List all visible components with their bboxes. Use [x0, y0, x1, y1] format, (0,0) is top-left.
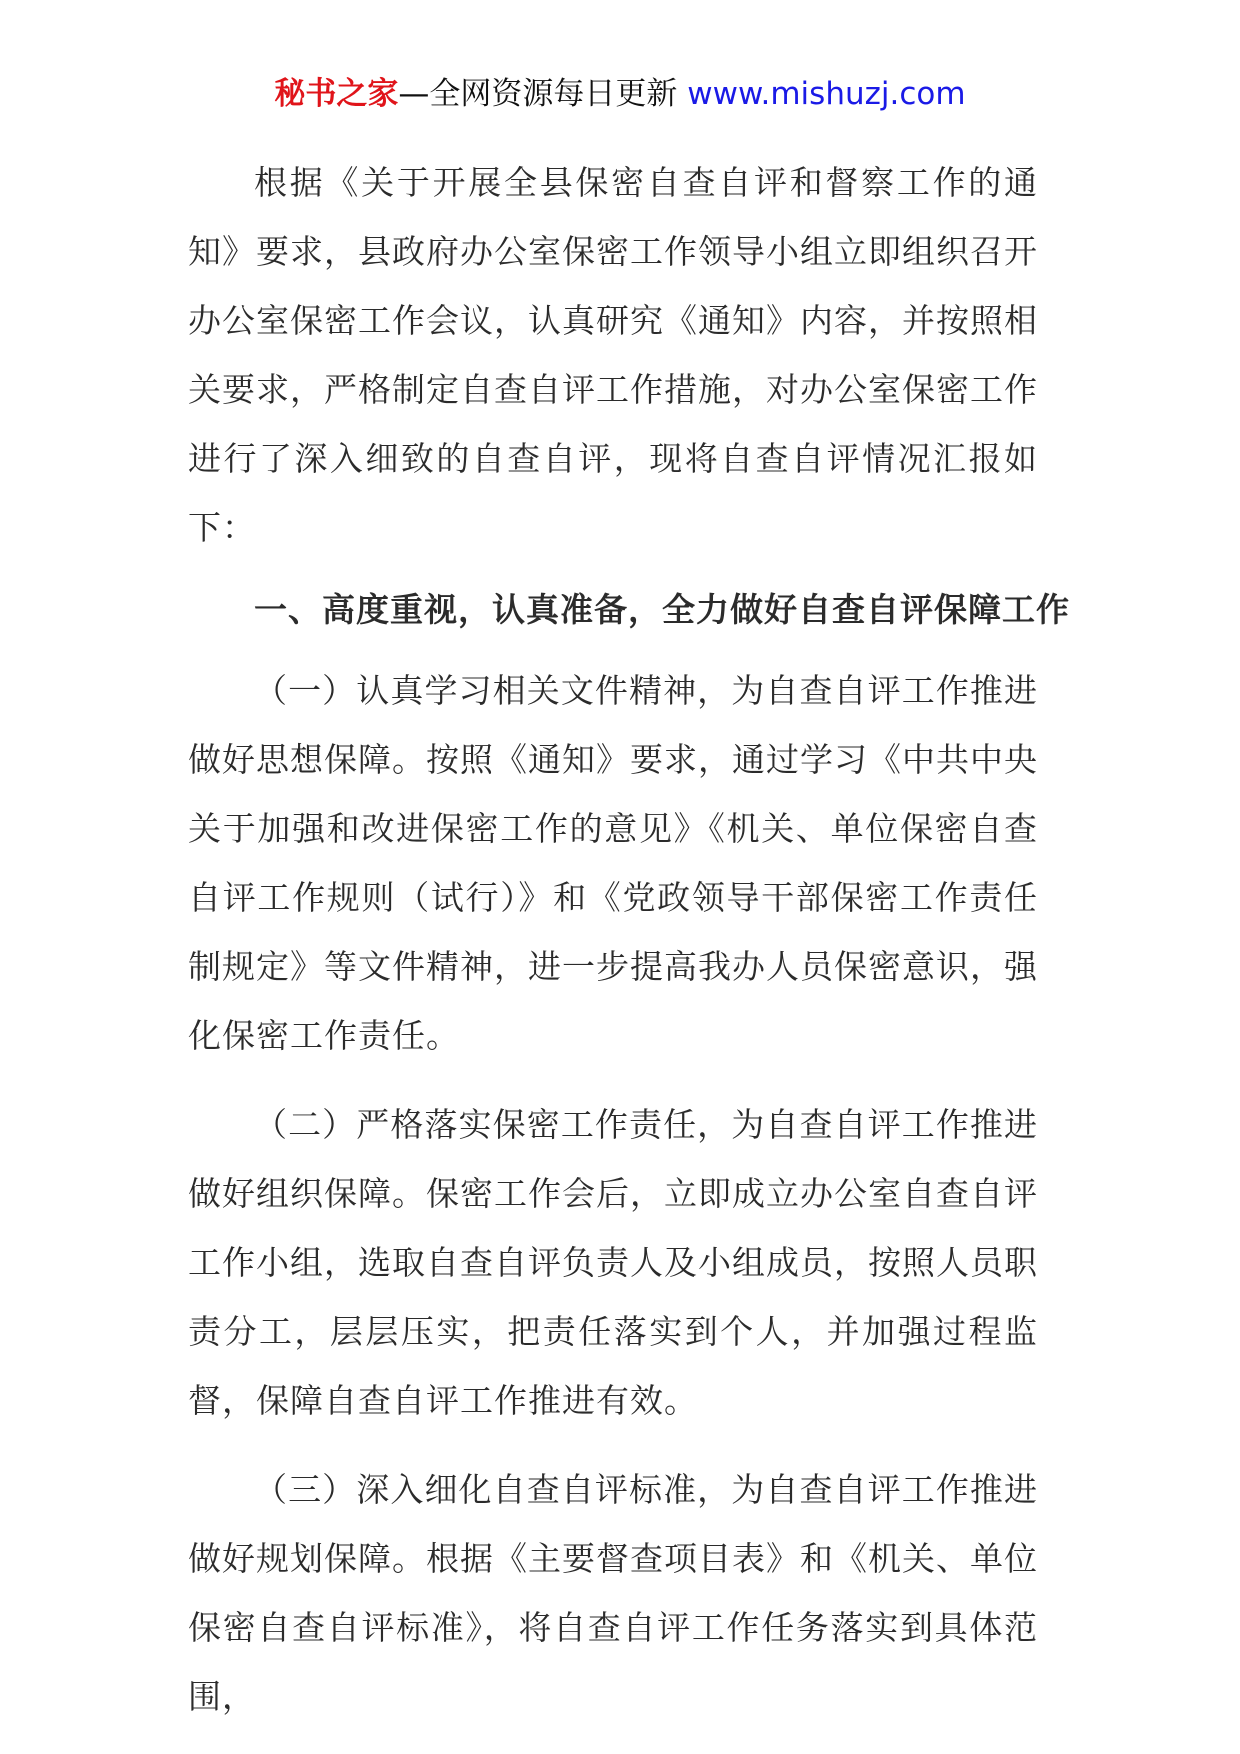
brand-name: 秘书之家: [274, 76, 399, 112]
paragraph-item-1: （一）认真学习相关文件精神，为自查自评工作推进做好思想保障。按照《通知》要求，通过学习《中共中央关于加强和改进保密工作的意见》《机关、单位保密自查自评工作规则（试行）》和《党政领导干部保密工作责任制规定》等文件精神，进一步提高我办人员保密意识，强化保密工作责任。: [188, 671, 1038, 1055]
website-link[interactable]: www.mishuzj.com: [687, 76, 966, 112]
header-tagline: —全网资源每日更新: [398, 76, 678, 112]
document-body: [188, 148, 1070, 1731]
page-header: [0, 72, 1240, 116]
paragraph-item-2: （二）严格落实保密工作责任，为自查自评工作推进做好组织保障。保密工作会后，立即成立办公室自查自评工作小组，选取自查自评负责人及小组成员，按照人员职责分工，层层压实，把责任落实到个人，并加强过程监督，保障自查自评工作推进有效。: [188, 1105, 1038, 1420]
intro-paragraph: 根据《关于开展全县保密自查自评和督察工作的通知》要求，县政府办公室保密工作领导小组立即组织召开办公室保密工作会议，认真研究《通知》内容，并按照相关要求，严格制定自查自评工作措施，对办公室保密工作进行了深入细致的自查自评，现将自查自评情况汇报如下：: [188, 163, 1038, 547]
section-heading: 一、高度重视，认真准备，全力做好自查自评保障工作: [254, 590, 1070, 629]
paragraph-item-3: （三）深入细化自查自评标准，为自查自评工作推进做好规划保障。根据《主要督查项目表》和《机关、单位保密自查自评标准》，将自查自评工作任务落实到具体范围，: [188, 1470, 1038, 1716]
